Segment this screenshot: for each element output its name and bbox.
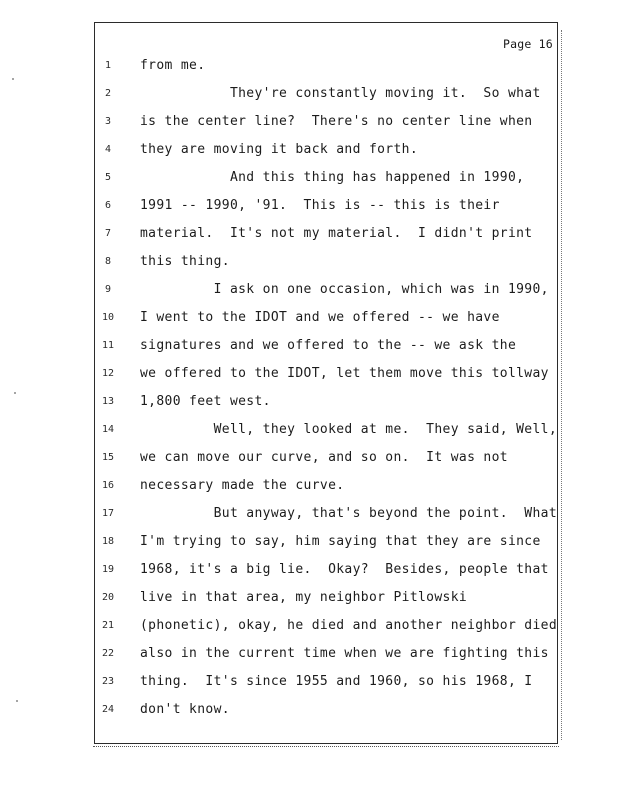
line-number: 7 xyxy=(104,228,112,239)
line-number: 16 xyxy=(101,480,115,491)
line-text: I'm trying to say, him saying that they are since xyxy=(140,534,541,549)
page-number: Page 16 xyxy=(503,37,553,51)
line-number: 8 xyxy=(104,256,112,267)
line-text: this thing. xyxy=(140,254,230,269)
line-number: 11 xyxy=(101,340,115,351)
line-text: thing. It's since 1955 and 1960, so his 1968, I xyxy=(140,674,533,689)
line-number: 18 xyxy=(101,536,115,547)
line-text: from me. xyxy=(140,58,206,73)
line-text: material. It's not my material. I didn't print xyxy=(140,226,533,241)
line-number: 1 xyxy=(104,60,112,71)
scan-speck xyxy=(14,392,16,394)
line-number: 19 xyxy=(101,564,115,575)
line-number: 9 xyxy=(104,284,112,295)
line-text: is the center line? There's no center line when xyxy=(140,114,533,129)
line-number: 4 xyxy=(104,144,112,155)
line-text: don't know. xyxy=(140,702,230,717)
line-text: also in the current time when we are fighting this xyxy=(140,646,549,661)
scan-speck xyxy=(16,700,18,702)
line-number: 20 xyxy=(101,592,115,603)
line-number: 22 xyxy=(101,648,115,659)
line-text: necessary made the curve. xyxy=(140,478,345,493)
line-number: 15 xyxy=(101,452,115,463)
line-text: And this thing has happened in 1990, xyxy=(140,170,525,185)
line-number: 6 xyxy=(104,200,112,211)
line-text: Well, they looked at me. They said, Well, xyxy=(140,422,558,437)
line-text: (phonetic), okay, he died and another neighbor died xyxy=(140,618,558,633)
line-text: we offered to the IDOT, let them move this tollway xyxy=(140,366,549,381)
line-text: I went to the IDOT and we offered -- we have xyxy=(140,310,500,325)
line-number: 5 xyxy=(104,172,112,183)
line-text: we can move our curve, and so on. It was not xyxy=(140,450,508,465)
line-number: 13 xyxy=(101,396,115,407)
line-text: They're constantly moving it. So what xyxy=(140,86,541,101)
line-text: they are moving it back and forth. xyxy=(140,142,419,157)
line-text: But anyway, that's beyond the point. What xyxy=(140,506,558,521)
line-number: 21 xyxy=(101,620,115,631)
line-number: 23 xyxy=(101,676,115,687)
transcript-page-frame xyxy=(94,22,558,744)
line-number: 12 xyxy=(101,368,115,379)
line-text: live in that area, my neighbor Pitlowski xyxy=(140,590,468,605)
line-text: 1991 -- 1990, '91. This is -- this is their xyxy=(140,198,500,213)
line-number: 14 xyxy=(101,424,115,435)
line-text: 1968, it's a big lie. Okay? Besides, people that xyxy=(140,562,549,577)
line-text: signatures and we offered to the -- we ask the xyxy=(140,338,517,353)
line-text: I ask on one occasion, which was in 1990, xyxy=(140,282,549,297)
line-number: 24 xyxy=(101,704,115,715)
page-edge-dots xyxy=(561,30,563,740)
scan-speck xyxy=(12,78,14,80)
line-number: 3 xyxy=(104,116,112,127)
line-number: 17 xyxy=(101,508,115,519)
line-text: 1,800 feet west. xyxy=(140,394,271,409)
line-number: 10 xyxy=(101,312,115,323)
line-number: 2 xyxy=(104,88,112,99)
